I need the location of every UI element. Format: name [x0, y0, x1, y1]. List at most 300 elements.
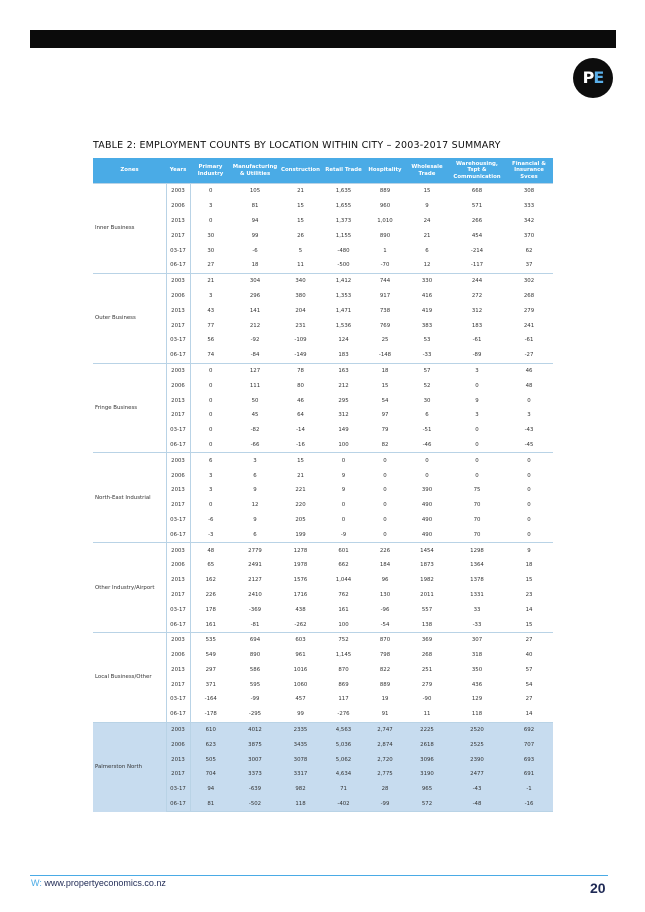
column-header: Retail Trade	[322, 158, 365, 184]
value-cell: 1576	[293, 577, 308, 584]
value-cell: 183	[338, 352, 349, 359]
value-cell: 15	[525, 577, 533, 584]
value-cell: 1331	[470, 591, 484, 598]
value-cell: 163	[322, 363, 365, 378]
value-cell: 707	[505, 737, 553, 752]
table-title: TABLE 2: EMPLOYMENT COUNTS BY LOCATION WITHIN CITY – 2003-2017 SUMMARY	[93, 140, 501, 151]
value-cell: 307	[449, 632, 505, 647]
value-cell: 601	[322, 543, 365, 558]
value-cell: -480	[337, 247, 350, 254]
value-cell: 416	[421, 292, 433, 299]
value-cell: 12	[423, 262, 431, 269]
value-cell: -51	[422, 427, 432, 434]
value-cell: 221	[295, 487, 306, 494]
year-cell: 2013	[166, 483, 190, 498]
value-cell: -99	[250, 696, 260, 703]
value-cell: 3	[527, 412, 531, 419]
value-cell: -16	[296, 441, 305, 448]
value-cell: 0	[475, 472, 479, 479]
value-cell: 5,036	[322, 737, 365, 752]
zone-group	[93, 363, 553, 453]
value-cell: 18	[365, 363, 405, 378]
value-cell: 0	[209, 397, 213, 404]
value-cell: 889	[379, 681, 391, 688]
year-cell: 2006	[166, 648, 190, 663]
value-cell: 603	[279, 632, 322, 647]
value-cell: 94	[251, 217, 259, 224]
value-cell: 0	[190, 363, 231, 378]
value-cell: 100	[338, 621, 349, 628]
year-cell: 2013	[166, 214, 190, 229]
zone-label: Other Industry/Airport	[93, 543, 166, 633]
value-cell: 162	[205, 577, 216, 584]
value-cell: 295	[338, 397, 349, 404]
value-cell: 0	[527, 472, 531, 479]
value-cell: 220	[295, 502, 306, 509]
year-cell: 2017	[166, 677, 190, 692]
value-cell: -43	[524, 427, 534, 434]
value-cell: 312	[338, 412, 349, 419]
value-cell: 0	[209, 412, 213, 419]
year-cell: 2006	[166, 378, 190, 393]
value-cell: 1,044	[335, 577, 352, 584]
value-cell: 490	[421, 502, 433, 509]
value-cell: 266	[471, 217, 483, 224]
value-cell: 333	[523, 203, 535, 210]
company-logo	[573, 58, 613, 98]
value-cell: 304	[231, 273, 279, 288]
value-cell: 961	[295, 652, 306, 659]
value-cell: 2225	[405, 722, 449, 737]
year-cell: 06-17	[166, 617, 190, 632]
value-cell: -46	[422, 441, 432, 448]
zone-group	[93, 632, 553, 722]
value-cell: 330	[405, 273, 449, 288]
value-cell: 0	[475, 427, 479, 434]
year-cell: 2006	[166, 558, 190, 573]
website-url: www.propertyeconomics.co.nz	[44, 878, 166, 888]
logo-letter-e: E	[593, 68, 604, 87]
column-header: Warehousing, Tspt & Communication	[449, 158, 505, 184]
value-cell: 623	[190, 737, 231, 752]
value-cell: 212	[338, 382, 349, 389]
value-cell: 4,634	[322, 767, 365, 782]
year-cell: 2003	[166, 363, 190, 378]
value-cell: 870	[365, 632, 405, 647]
year-cell: 2013	[166, 752, 190, 767]
year-cell: 2017	[166, 498, 190, 513]
value-cell: 21	[423, 232, 431, 239]
value-cell: 124	[338, 337, 349, 344]
value-cell: 390	[421, 487, 433, 494]
value-cell: 2,874	[365, 737, 405, 752]
value-cell: 15	[405, 184, 449, 199]
value-cell: 890	[379, 232, 391, 239]
value-cell: 37	[525, 262, 533, 269]
value-cell: -295	[248, 711, 262, 718]
header-row	[93, 158, 553, 184]
value-cell: -33	[422, 352, 432, 359]
value-cell: 70	[473, 516, 481, 523]
value-cell: 1	[383, 247, 387, 254]
value-cell: 81	[251, 203, 259, 210]
value-cell: 23	[525, 591, 533, 598]
value-cell: 2335	[279, 722, 322, 737]
zone-group	[93, 543, 553, 633]
value-cell: 6	[253, 531, 257, 538]
year-cell: 06-17	[166, 527, 190, 542]
year-cell: 2013	[166, 663, 190, 678]
value-cell: -70	[380, 262, 390, 269]
value-cell: -149	[294, 352, 307, 359]
value-cell: 15	[525, 621, 533, 628]
value-cell: 3190	[405, 767, 449, 782]
value-cell: -164	[204, 696, 217, 703]
value-cell: 1,373	[335, 217, 352, 224]
value-cell: -3	[208, 531, 214, 538]
value-cell: 99	[297, 711, 304, 718]
year-cell: 2003	[166, 273, 190, 288]
year-cell: 03-17	[166, 333, 190, 348]
value-cell: 371	[205, 681, 216, 688]
value-cell: 2,747	[365, 722, 405, 737]
value-cell: 1060	[293, 681, 308, 688]
value-cell: 64	[297, 412, 304, 419]
value-cell: -54	[380, 621, 390, 628]
value-cell: -6	[252, 247, 258, 254]
value-cell: 0	[209, 427, 213, 434]
year-cell: 2003	[166, 453, 190, 468]
value-cell: -81	[250, 621, 260, 628]
value-cell: 5,062	[322, 752, 365, 767]
value-cell: 183	[471, 322, 483, 329]
footer-website[interactable]	[31, 878, 166, 888]
value-cell: 0	[527, 487, 531, 494]
value-cell: 141	[249, 307, 261, 314]
top-banner	[30, 30, 616, 48]
value-cell: 0	[475, 441, 479, 448]
value-cell: 2011	[420, 591, 434, 598]
value-cell: 571	[471, 203, 483, 210]
zone-label: North-East Industrial	[93, 453, 166, 543]
value-cell: -92	[250, 337, 260, 344]
value-cell: 19	[381, 696, 389, 703]
value-cell: 2525	[449, 737, 505, 752]
year-cell: 2003	[166, 543, 190, 558]
year-cell: 2006	[166, 468, 190, 483]
year-cell: 2017	[166, 767, 190, 782]
value-cell: 15	[297, 203, 304, 210]
value-cell: 1278	[279, 543, 322, 558]
value-cell: 0	[405, 453, 449, 468]
value-cell: 130	[379, 591, 391, 598]
zone-group	[93, 184, 553, 274]
value-cell: 9	[253, 516, 257, 523]
value-cell: 3096	[405, 752, 449, 767]
year-cell: 2013	[166, 393, 190, 408]
website-prefix: W:	[31, 878, 42, 888]
value-cell: 2390	[449, 752, 505, 767]
value-cell: 704	[190, 767, 231, 782]
value-cell: 74	[207, 352, 215, 359]
value-cell: -84	[250, 352, 260, 359]
value-cell: -90	[422, 696, 432, 703]
column-header: Wholesale Trade	[405, 158, 449, 184]
value-cell: -9	[340, 531, 347, 538]
year-cell: 2006	[166, 737, 190, 752]
value-cell: 694	[231, 632, 279, 647]
year-cell: 2017	[166, 588, 190, 603]
value-cell: 81	[190, 797, 231, 812]
value-cell: 0	[341, 502, 346, 509]
year-cell: 03-17	[166, 602, 190, 617]
value-cell: 78	[279, 363, 322, 378]
value-cell: 30	[207, 247, 215, 254]
value-cell: 350	[471, 666, 483, 673]
value-cell: 6	[253, 472, 257, 479]
value-cell: 0	[322, 453, 365, 468]
value-cell: 595	[249, 681, 261, 688]
value-cell: 668	[449, 184, 505, 199]
table-row	[93, 543, 553, 558]
value-cell: 118	[471, 711, 483, 718]
value-cell: 0	[209, 217, 213, 224]
value-cell: -48	[449, 797, 505, 812]
value-cell: 82	[381, 441, 389, 448]
value-cell: 342	[523, 217, 535, 224]
value-cell: 308	[505, 184, 553, 199]
value-cell: 572	[405, 797, 449, 812]
value-cell: 692	[505, 722, 553, 737]
value-cell: 0	[190, 184, 231, 199]
value-cell: 75	[473, 487, 481, 494]
value-cell: 1378	[470, 577, 484, 584]
value-cell: 9	[341, 472, 346, 479]
table-row	[93, 184, 553, 199]
value-cell: 0	[341, 516, 346, 523]
value-cell: -14	[296, 427, 305, 434]
page-number: 20	[590, 880, 606, 896]
value-cell: -61	[524, 337, 534, 344]
value-cell: 1978	[293, 562, 308, 569]
value-cell: 105	[231, 184, 279, 199]
value-cell: 15	[279, 453, 322, 468]
year-cell: 2013	[166, 303, 190, 318]
value-cell: 340	[279, 273, 322, 288]
value-cell: 18	[525, 562, 533, 569]
value-cell: 662	[338, 562, 349, 569]
value-cell: 1,471	[335, 307, 352, 314]
value-cell: 454	[471, 232, 483, 239]
value-cell: 46	[297, 397, 304, 404]
value-cell: 0	[505, 453, 553, 468]
value-cell: 0	[209, 441, 213, 448]
value-cell: 890	[249, 652, 261, 659]
value-cell: 0	[383, 472, 387, 479]
value-cell: 279	[523, 307, 535, 314]
value-cell: 2,775	[365, 767, 405, 782]
value-cell: 0	[383, 531, 387, 538]
value-cell: 6	[425, 247, 429, 254]
value-cell: 312	[471, 307, 483, 314]
table-row	[93, 632, 553, 647]
value-cell: 9	[505, 543, 553, 558]
value-cell: 48	[525, 382, 533, 389]
value-cell: 0	[527, 531, 531, 538]
footer-divider	[30, 875, 608, 876]
value-cell: 6	[425, 412, 429, 419]
value-cell: 2491	[248, 562, 262, 569]
value-cell: 4012	[231, 722, 279, 737]
value-cell: -45	[524, 441, 534, 448]
value-cell: 1364	[470, 562, 484, 569]
value-cell: 80	[297, 382, 304, 389]
value-cell: 79	[381, 427, 389, 434]
value-cell: 100	[338, 441, 349, 448]
value-cell: 26	[297, 232, 304, 239]
year-cell: 2003	[166, 184, 190, 199]
value-cell: -369	[248, 606, 262, 613]
value-cell: 1,412	[322, 273, 365, 288]
value-cell: -402	[322, 797, 365, 812]
value-cell: 490	[421, 516, 433, 523]
value-cell: -117	[470, 262, 484, 269]
value-cell: 0	[475, 382, 479, 389]
value-cell: 3875	[231, 737, 279, 752]
year-cell: 2017	[166, 408, 190, 423]
value-cell: 43	[207, 307, 215, 314]
value-cell: 297	[205, 666, 216, 673]
value-cell: 9	[253, 487, 257, 494]
value-cell: 0	[527, 502, 531, 509]
value-cell: 21	[297, 472, 304, 479]
year-cell: 06-17	[166, 438, 190, 453]
value-cell: 24	[423, 217, 431, 224]
value-cell: 149	[338, 427, 349, 434]
value-cell: 241	[523, 322, 535, 329]
year-cell: 2017	[166, 228, 190, 243]
year-cell: 03-17	[166, 423, 190, 438]
column-header: Years	[166, 158, 190, 184]
value-cell: 1016	[293, 666, 308, 673]
value-cell: 296	[249, 292, 261, 299]
value-cell: 70	[473, 531, 481, 538]
employment-table	[93, 158, 553, 812]
column-header: Financial & Insurance Svces	[505, 158, 553, 184]
value-cell: -16	[505, 797, 553, 812]
value-cell: 0	[209, 382, 213, 389]
value-cell: 231	[295, 322, 306, 329]
value-cell: 251	[421, 666, 433, 673]
value-cell: -109	[294, 337, 307, 344]
table-row	[93, 273, 553, 288]
value-cell: -99	[365, 797, 405, 812]
value-cell: 62	[525, 247, 533, 254]
value-cell: 3435	[279, 737, 322, 752]
value-cell: 279	[421, 681, 433, 688]
value-cell: 94	[190, 782, 231, 797]
value-cell: 27	[505, 632, 553, 647]
year-cell: 2003	[166, 722, 190, 737]
value-cell: 117	[338, 696, 349, 703]
value-cell: 205	[295, 516, 306, 523]
value-cell: 56	[207, 337, 215, 344]
value-cell: 2127	[248, 577, 262, 584]
zone-group	[93, 453, 553, 543]
value-cell: 3	[209, 203, 213, 210]
value-cell: -89	[472, 352, 482, 359]
value-cell: 15	[381, 382, 389, 389]
value-cell: 138	[421, 621, 433, 628]
value-cell: 0	[425, 472, 429, 479]
value-cell: 33	[473, 606, 481, 613]
value-cell: -502	[231, 797, 279, 812]
value-cell: 869	[338, 681, 349, 688]
value-cell: 1,353	[335, 292, 352, 299]
value-cell: 91	[381, 711, 389, 718]
value-cell: 1,010	[377, 217, 393, 224]
value-cell: 1,536	[335, 322, 352, 329]
value-cell: 744	[365, 273, 405, 288]
value-cell: 0	[365, 453, 405, 468]
year-cell: 06-17	[166, 797, 190, 812]
value-cell: 3007	[231, 752, 279, 767]
value-cell: 53	[423, 337, 431, 344]
value-cell: 129	[471, 696, 483, 703]
value-cell: 57	[525, 666, 533, 673]
value-cell: -33	[472, 621, 482, 628]
value-cell: 557	[421, 606, 433, 613]
value-cell: 870	[338, 666, 349, 673]
value-cell: -61	[472, 337, 482, 344]
zone-label: Inner Business	[93, 184, 166, 274]
value-cell: 70	[473, 502, 481, 509]
year-cell: 2006	[166, 289, 190, 304]
value-cell: 0	[527, 516, 531, 523]
value-cell: 28	[365, 782, 405, 797]
value-cell: -82	[250, 427, 260, 434]
value-cell: 2520	[449, 722, 505, 737]
value-cell: 127	[231, 363, 279, 378]
value-cell: 752	[322, 632, 365, 647]
logo-letter-p: P	[582, 68, 594, 87]
value-cell: 45	[251, 412, 259, 419]
value-cell: 0	[383, 502, 387, 509]
table-row	[93, 363, 553, 378]
value-cell: 2,720	[365, 752, 405, 767]
year-cell: 03-17	[166, 513, 190, 528]
value-cell: 27	[525, 696, 533, 703]
value-cell: -96	[380, 606, 390, 613]
value-cell: 25	[381, 337, 389, 344]
value-cell: 1873	[420, 562, 434, 569]
value-cell: 490	[421, 531, 433, 538]
value-cell: 12	[251, 502, 259, 509]
value-cell: 226	[365, 543, 405, 558]
value-cell: 212	[249, 322, 261, 329]
value-cell: 48	[190, 543, 231, 558]
value-cell: 0	[383, 516, 387, 523]
value-cell: 272	[471, 292, 483, 299]
value-cell: 77	[207, 322, 215, 329]
column-header: Hospitality	[365, 158, 405, 184]
value-cell: -276	[337, 711, 350, 718]
value-cell: 11	[297, 262, 304, 269]
zone-group	[93, 273, 553, 363]
value-cell: 917	[379, 292, 391, 299]
value-cell: 3	[209, 472, 213, 479]
column-header: Construction	[279, 158, 322, 184]
